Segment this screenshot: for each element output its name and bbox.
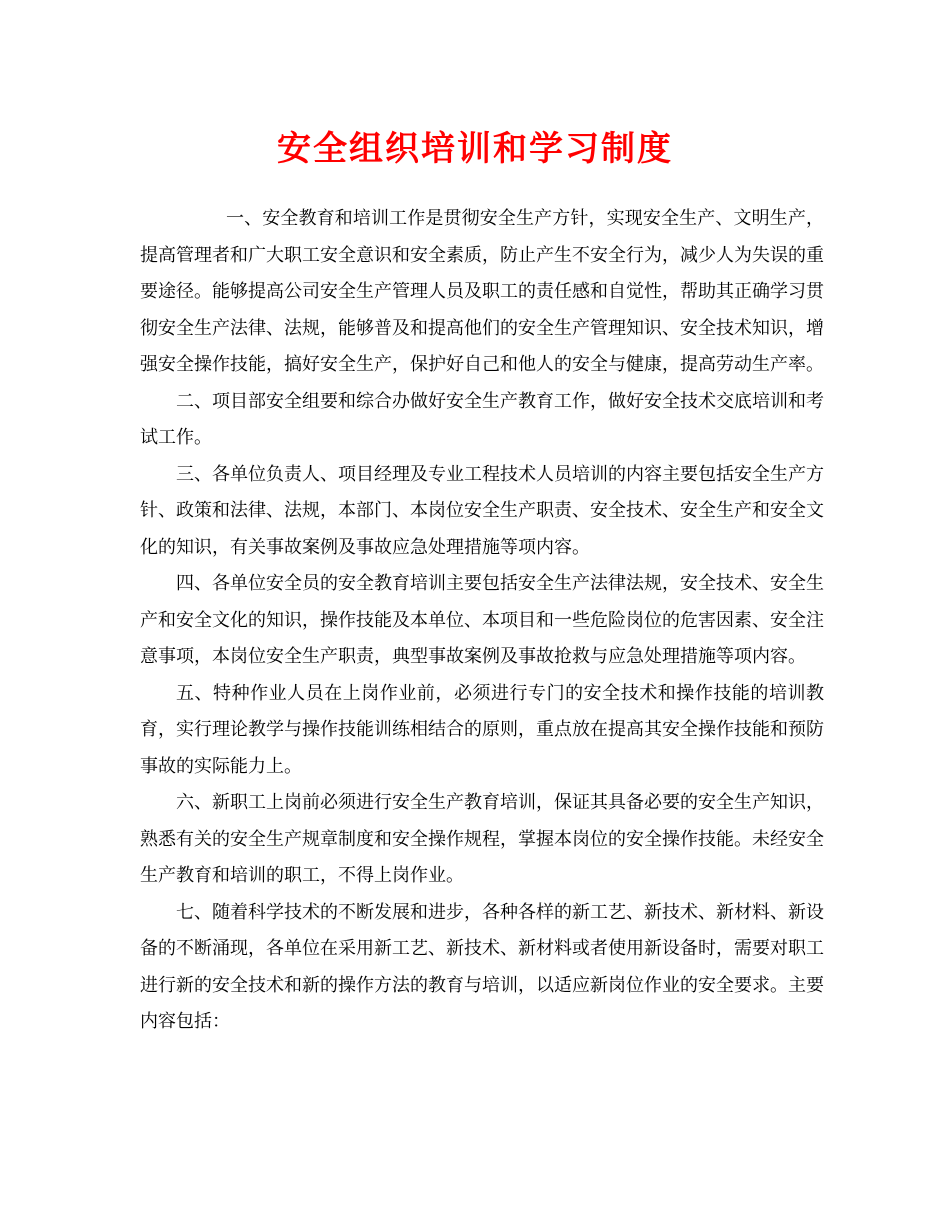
paragraph-7: 七、随着科学技术的不断发展和进步，各种各样的新工艺、新技术、新材料、新设备的不断涌现，各单位在采用新工艺、新技术、新材料或者使用新设备时，需要对职工进行新的安全技术和新的操作方法的教育与培训，以适应新岗位作业的安全要求。主要内容包括： bbox=[140, 901, 824, 1032]
document-body bbox=[140, 201, 824, 1041]
paragraph-2: 二、项目部安全组要和综合办做好安全生产教育工作，做好安全技术交底培训和考试工作。 bbox=[140, 390, 824, 448]
paragraph-1: 一、安全教育和培训工作是贯彻安全生产方针，实现安全生产、文明生产，提高管理者和广大职工安全意识和安全素质，防止产生不安全行为，减少人为失误的重要途径。能够提高公司安全生产管理人员及职工的责任感和自觉性，帮助其正确学习贯彻安全生产法律、法规，能够普及和提高他们的安全生产管理知识、安全技术知识，增强安全操作技能，搞好安全生产，保护好自己和他人的安全与健康，提高劳动生产率。 bbox=[140, 208, 824, 375]
paragraph-3: 三、各单位负责人、项目经理及专业工程技术人员培训的内容主要包括安全生产方针、政策和法律、法规，本部门、本岗位安全生产职责、安全技术、安全生产和安全文化的知识，有关事故案例及事故应急处理措施等项内容。 bbox=[140, 463, 824, 558]
document-title: 安全组织培训和学习制度 bbox=[277, 129, 673, 169]
paragraph-5: 五、特种作业人员在上岗作业前，必须进行专门的安全技术和操作技能的培训教育，实行理论教学与操作技能训练相结合的原则，重点放在提高其安全操作技能和预防事故的实际能力上。 bbox=[140, 682, 824, 777]
paragraph-6: 六、新职工上岗前必须进行安全生产教育培训，保证其具备必要的安全生产知识，熟悉有关的安全生产规章制度和安全操作规程，掌握本岗位的安全操作技能。未经安全生产教育和培训的职工，不得上岗作业。 bbox=[140, 792, 824, 886]
paragraph-4: 四、各单位安全员的安全教育培训主要包括安全生产法律法规，安全技术、安全生产和安全文化的知识，操作技能及本单位、本项目和一些危险岗位的危害因素、安全注意事项，本岗位安全生产职责，典型事故案例及事故抢救与应急处理措施等项内容。 bbox=[140, 573, 824, 667]
